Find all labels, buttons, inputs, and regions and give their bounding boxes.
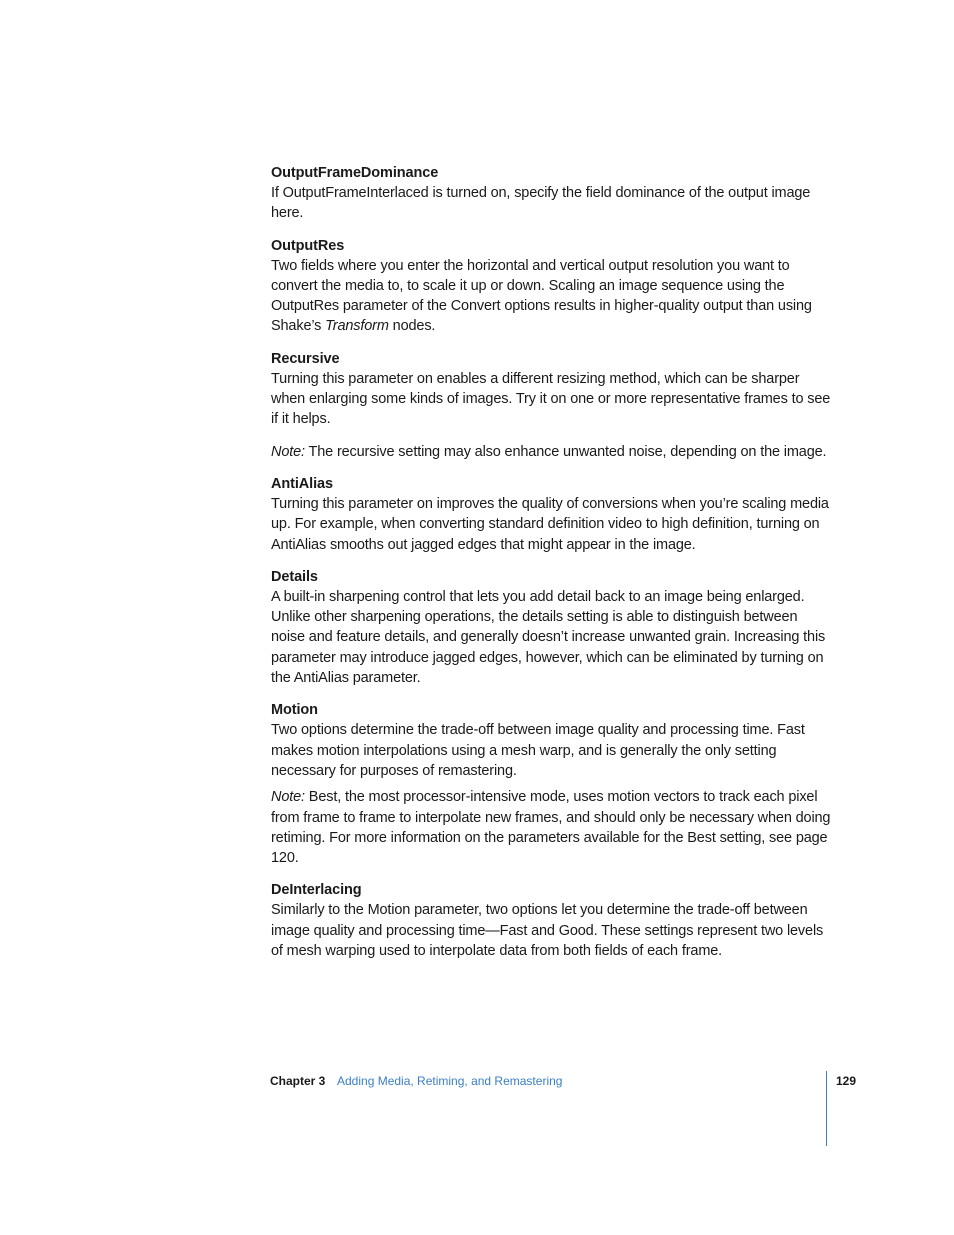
section-heading: DeInterlacing: [271, 882, 362, 899]
note-text: Best, the most processor-intensive mode, uses motion vectors to track each pixel from frame to frame to interpolate new frames, and should only be necessary when doing retiming. For more information on the parameters available for the Best setting, see page 120.: [271, 789, 831, 867]
section-heading: Details: [271, 568, 318, 585]
section-body: Two options determine the trade-off between image quality and processing time. Fast makes motion interpolations using a mesh warp, and is generally the only setting necessary for purposes of remastering.: [271, 722, 805, 779]
section-heading: Motion: [271, 702, 318, 719]
body-italic-term: Transform: [325, 318, 389, 335]
section-recursive: [271, 349, 831, 462]
section-body: If OutputFrameInterlaced is turned on, specify the field dominance of the output image here.: [271, 185, 811, 222]
section-body: Turning this parameter on improves the quality of conversions when you’re scaling media up. For example, when converting standard definition video to high definition, turning on AntiAlias smooths out jagged edges that might appear in the image.: [271, 495, 829, 553]
section-heading: OutputFrameDominance: [271, 165, 439, 181]
page-number: 129: [836, 1074, 857, 1088]
section-body: A built-in sharpening control that lets you add detail back to an image being enlarged. Unlike other sharpening operations, the details setting is able to distinguish between noise and feature details, and generally doesn’t increase unwanted grain. Increasing this parameter may introduce jagged edges, however, which can be eliminated by turning on the AntiAlias parameter.: [271, 588, 826, 687]
page-content: [271, 163, 831, 973]
section-heading: AntiAlias: [271, 475, 333, 492]
section-motion: [271, 700, 831, 868]
section-details: [271, 567, 831, 688]
note-label: Note:: [271, 443, 305, 460]
footer-divider: [826, 1071, 827, 1146]
body-text: Two fields where you enter the horizontal and vertical output resolution you want to convert the media to, to scale it up or down. Scaling an image sequence using the OutputRes parameter of the Convert options results in higher-quality output than using Shake’s: [271, 257, 812, 335]
section-output-frame-dominance: [271, 163, 831, 224]
footer-chapter-label: Chapter 3: [270, 1074, 326, 1088]
note-label: Note:: [271, 789, 305, 806]
section-body: Similarly to the Motion parameter, two options let you determine the trade-off between image quality and processing time—Fast and Good. These settings represent two levels of mesh warping used to interpolate data from both fields of each frame.: [271, 902, 824, 960]
section-note: [271, 787, 831, 868]
body-text: nodes.: [388, 318, 436, 335]
section-output-res: [271, 236, 831, 337]
footer-chapter-title: Adding Media, Retiming, and Remastering: [337, 1074, 563, 1088]
note-text: The recursive setting may also enhance unwanted noise, depending on the image.: [304, 443, 827, 460]
section-note: [271, 442, 831, 462]
section-heading: Recursive: [271, 350, 340, 367]
section-body: [271, 256, 831, 337]
section-heading: OutputRes: [271, 237, 345, 254]
section-body: Turning this parameter on enables a different resizing method, which can be sharper when enlarging some kinds of images. Try it on one or more representative frames to see if it helps.: [271, 370, 831, 428]
section-deinterlacing: [271, 880, 831, 961]
section-antialias: [271, 474, 831, 555]
